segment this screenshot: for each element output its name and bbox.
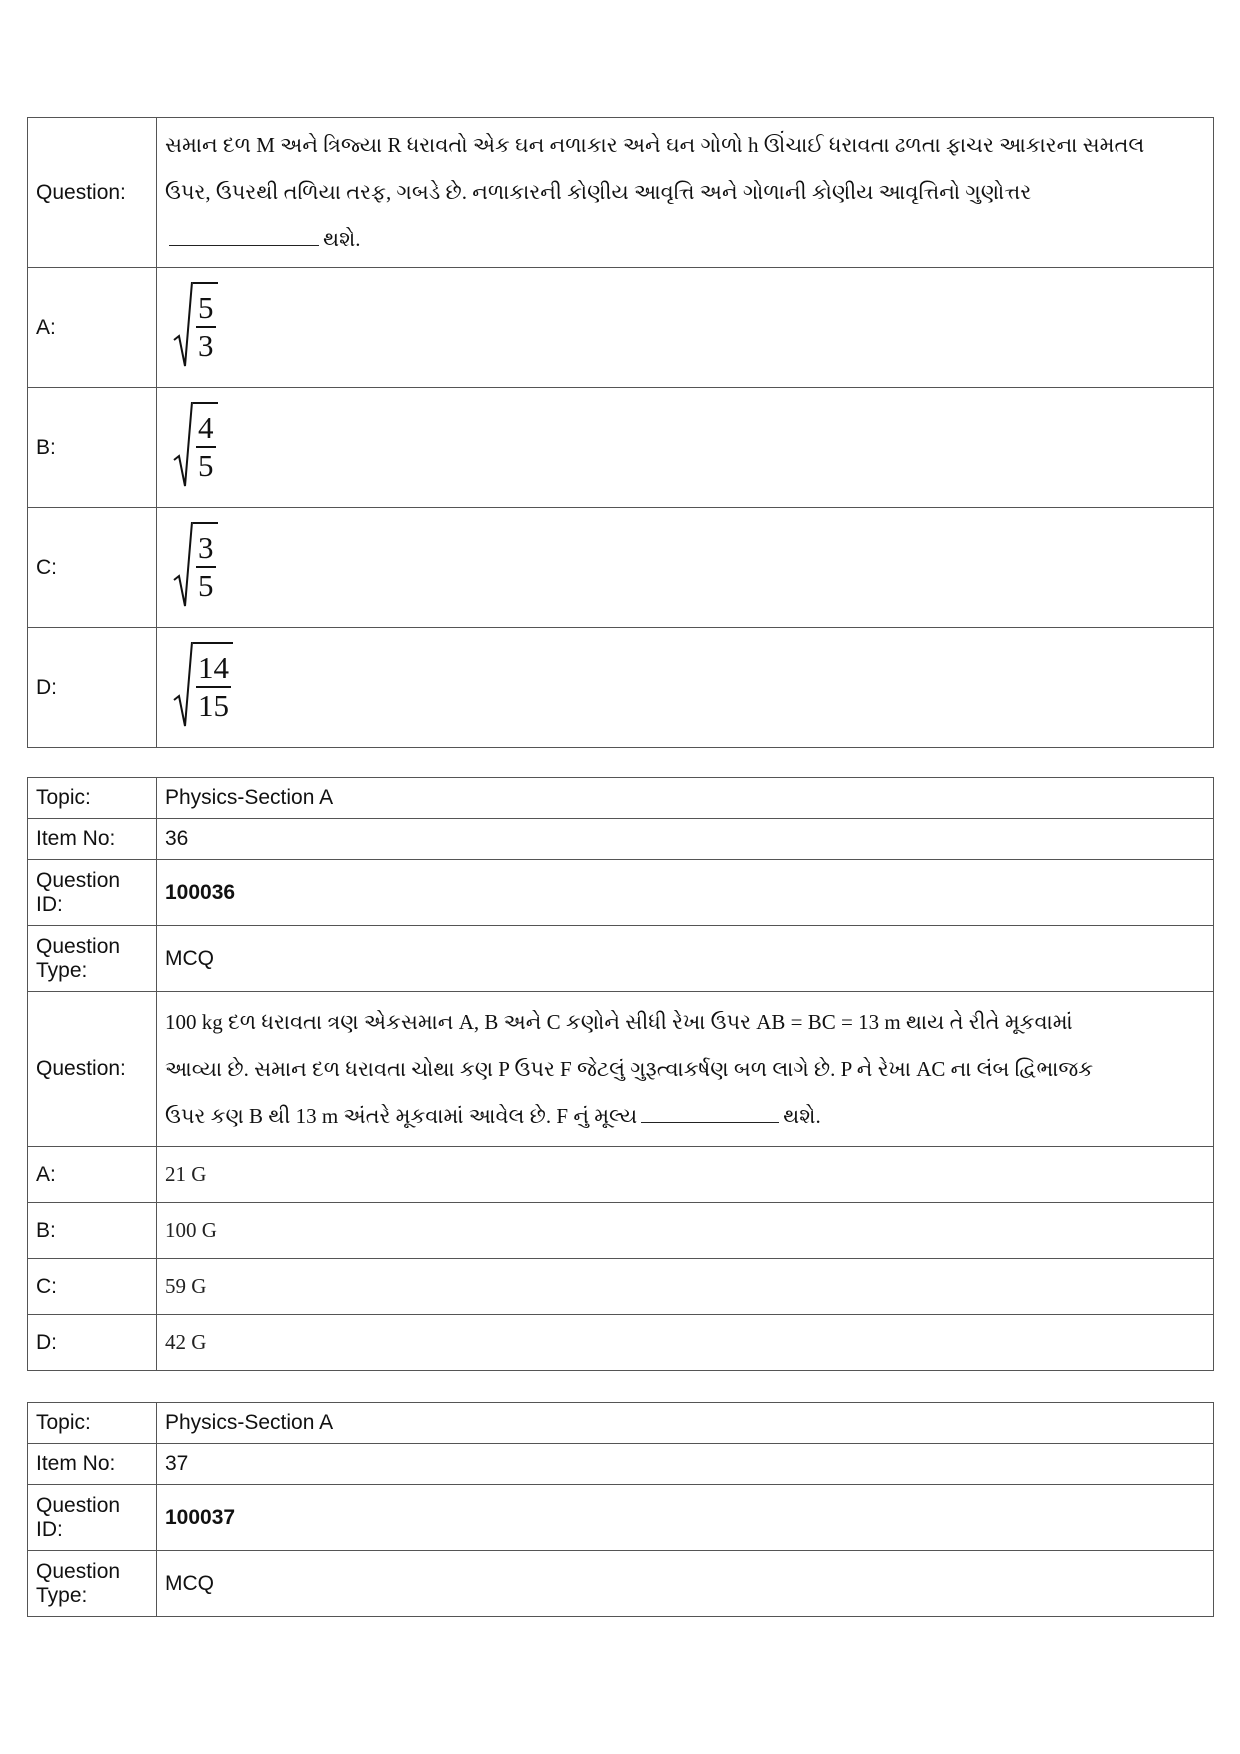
item-no-label: Item No: [28,819,157,860]
option-c-label: C: [28,508,157,628]
question-type-value: MCQ [157,926,1214,992]
fraction-denominator: 15 [198,687,229,723]
topic-value: Physics-Section A [157,1403,1214,1444]
option-d-label: D: [28,628,157,748]
radical-icon [173,642,193,728]
question-id-label: Question ID: [28,1485,157,1551]
option-b-label: B: [28,1203,157,1259]
option-c-value: 59 G [157,1259,1214,1315]
option-a-value: 21 G [157,1147,1214,1203]
option-d-label: D: [28,1315,157,1371]
radical-icon [173,402,193,488]
question-type-label: Question Type: [28,1551,157,1617]
option-d-value [157,628,1214,748]
topic-label: Topic: [28,1403,157,1444]
question-type-value: MCQ [157,1551,1214,1617]
item-no-value: 37 [157,1444,1214,1485]
fraction-numerator: 3 [198,529,214,565]
question-id-value: 100036 [157,860,1214,926]
question-line-1: 100 kg દળ ધરાવતા ત્રણ એકસમાન A, B અને C કણોને સીધી રેખા ઉપર AB = BC = 13 m થાય તે રીતે મૂકવામાં [165,1009,1073,1034]
question-line-2: ઉપર, ઉપરથી તળિયા તરફ, ગબડે છે. નળાકારની કોણીય આવૃત્તિ અને ગોળાની કોણીય આવૃત્તિનો ગુણોત્તર [165,180,1032,204]
option-c-label: C: [28,1259,157,1315]
sqrt-expression [173,282,218,368]
option-a-value [157,268,1214,388]
option-d-value: 42 G [157,1315,1214,1371]
question-block-3 [27,1402,1214,1617]
question-id-label: Question ID: [28,860,157,926]
answer-blank [641,1101,779,1123]
radical-icon [173,282,193,368]
question-line-3: થશે. [165,216,1205,263]
question-block-1 [27,117,1214,748]
answer-blank [169,224,319,246]
fraction-denominator: 5 [198,447,214,483]
question-line-1: સમાન દળ M અને ત્રિજ્યા R ધરાવતો એક ઘન નળાકાર અને ઘન ગોળો h ઊંચાઈ ધરાવતા ઢળતા ફાચર આકારના સમતલ [165,133,1145,157]
question-type-label: Question Type: [28,926,157,992]
question-block-2 [27,777,1214,1371]
option-b-label: B: [28,388,157,508]
question-line-3: ઉપર કણ B થી 13 m અંતરે મૂકવામાં આવેલ છે. F નું મૂલ્ય થશે. [165,1093,1205,1140]
item-no-label: Item No: [28,1444,157,1485]
item-no-value: 36 [157,819,1214,860]
question-label: Question: [28,118,157,268]
question-label: Question: [28,992,157,1147]
sqrt-expression [173,642,233,728]
option-b-value: 100 G [157,1203,1214,1259]
fraction-numerator: 4 [198,409,214,445]
question-id-value: 100037 [157,1485,1214,1551]
radical-icon [173,522,193,608]
question-text [157,118,1214,268]
sqrt-expression [173,402,218,488]
option-c-value [157,508,1214,628]
sqrt-expression [173,522,218,608]
fraction-numerator: 5 [198,289,214,325]
topic-label: Topic: [28,778,157,819]
question-line-2: આવ્યા છે. સમાન દળ ધરાવતા ચોથા કણ P ઉપર F જેટલું ગુરૂત્વાકર્ષણ બળ લાગે છે. P ને રેખા AC ના લંબ દ્વિભાજક [165,1056,1094,1081]
option-a-label: A: [28,1147,157,1203]
question-text [157,992,1214,1147]
fraction-numerator: 14 [198,649,229,685]
option-a-label: A: [28,268,157,388]
option-b-value [157,388,1214,508]
fraction-denominator: 3 [198,327,214,363]
fraction-denominator: 5 [198,567,214,603]
topic-value: Physics-Section A [157,778,1214,819]
